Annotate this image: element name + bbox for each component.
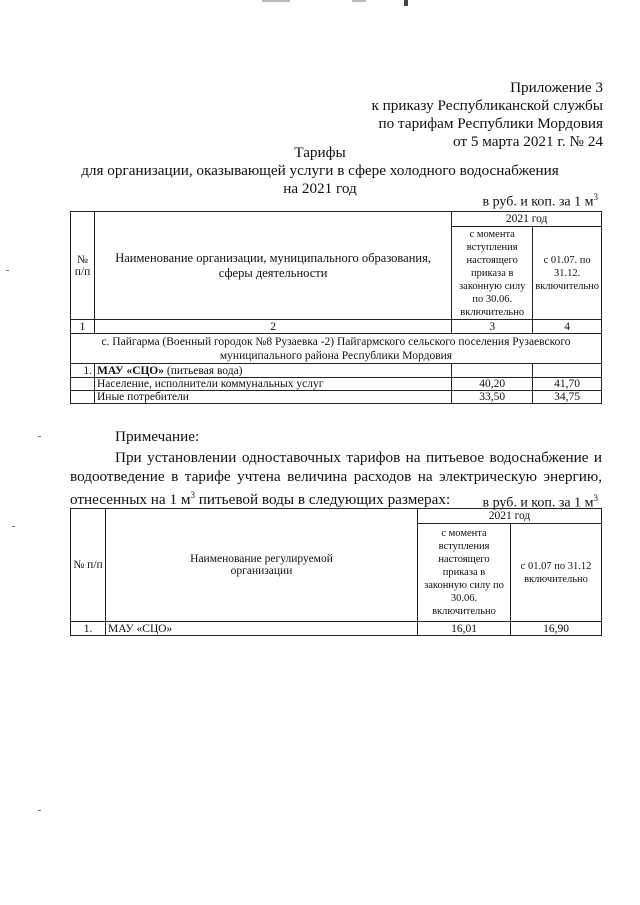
index-cell: 1	[71, 320, 95, 334]
row-name: МАУ «СЦО»	[106, 622, 418, 636]
row-value1: 33,50	[452, 391, 533, 404]
row-value1: 16,01	[418, 622, 511, 636]
col-num-header: № п/п	[71, 509, 106, 622]
col-name-header: Наименование регулируемой организации	[106, 509, 418, 622]
col-num-header: № п/п	[71, 212, 95, 320]
org-type: (питьевая вода)	[164, 364, 243, 377]
title-line: для организации, оказывающей услуги в сфере холодного водоснабжения	[81, 162, 559, 179]
row-value2: 16,90	[511, 622, 602, 636]
empty-cell	[533, 364, 602, 378]
col-year-header: 2021 год	[452, 212, 602, 227]
scan-edge-mark	[352, 0, 366, 2]
appendix-header	[372, 79, 604, 151]
units-label: в руб. и коп. за 1 $м^3$	[482, 493, 598, 511]
table-row	[71, 391, 602, 404]
margin-mark	[38, 436, 41, 437]
title-line: Тарифы	[294, 144, 346, 161]
appendix-line: Приложение 3	[510, 79, 603, 96]
note-text: При установлении одноставочных тарифов на питьевое водоснабжение и водоотведение в тарифе учтена величина расходов на электрическую энергию, отнесенных на 1 $м^3$ питьевой воды в следующих размерах:	[70, 449, 602, 509]
col-period2-header: с 01.07. по 31.12. включительно	[533, 227, 602, 320]
document-title	[0, 144, 640, 198]
row-value2: 41,70	[533, 378, 602, 391]
empty-cell	[452, 364, 533, 378]
index-cell: 4	[533, 320, 602, 334]
empty-cell	[71, 391, 95, 404]
col-year-header: 2021 год	[418, 509, 602, 524]
col-name-header: Наименование организации, муниципального образования, сферы деятельности	[95, 212, 452, 320]
col-period2-header: с 01.07 по 31.12 включительно	[511, 524, 602, 622]
note-heading: Примечание:	[115, 428, 200, 445]
units-label: в руб. и коп. за 1 $м^3$	[482, 192, 598, 210]
col-period1-header: с момента вступления настоящего приказа в законную силу по 30.06. включительно	[418, 524, 511, 622]
row-value2: 34,75	[533, 391, 602, 404]
appendix-line: от 5 марта 2021 г. № 24	[453, 133, 603, 150]
row-name: Иные потребители	[95, 391, 452, 404]
index-cell: 3	[452, 320, 533, 334]
appendix-line: по тарифам Республики Мордовия	[378, 115, 603, 132]
margin-mark	[12, 526, 15, 527]
col-period1-header: с момента вступления настоящего приказа в законную силу по 30.06. включительно	[452, 227, 533, 320]
scan-edge-mark	[404, 0, 408, 6]
row-name: Население, исполнители коммунальных услуг	[95, 378, 452, 391]
row-value1: 40,20	[452, 378, 533, 391]
table-row	[71, 378, 602, 391]
electricity-cost-table	[70, 508, 602, 636]
row-num: 1.	[71, 622, 106, 636]
location-row: с. Пайгарма (Военный городок №8 Рузаевка -2) Пайгармского сельского поселения Рузаевского муниципального района Республики Мордовия	[71, 334, 602, 364]
org-name: МАУ «СЦО»	[97, 364, 165, 377]
index-cell: 2	[95, 320, 452, 334]
table-row	[71, 622, 602, 636]
org-num: 1.	[71, 364, 95, 378]
title-line: на 2021 год	[283, 180, 357, 197]
tariff-table	[70, 211, 602, 404]
margin-mark	[6, 270, 9, 271]
empty-cell	[71, 378, 95, 391]
org-cell	[95, 364, 452, 378]
margin-mark	[38, 810, 41, 811]
scan-edge-mark	[262, 0, 290, 2]
appendix-line: к приказу Республиканской службы	[371, 97, 603, 114]
